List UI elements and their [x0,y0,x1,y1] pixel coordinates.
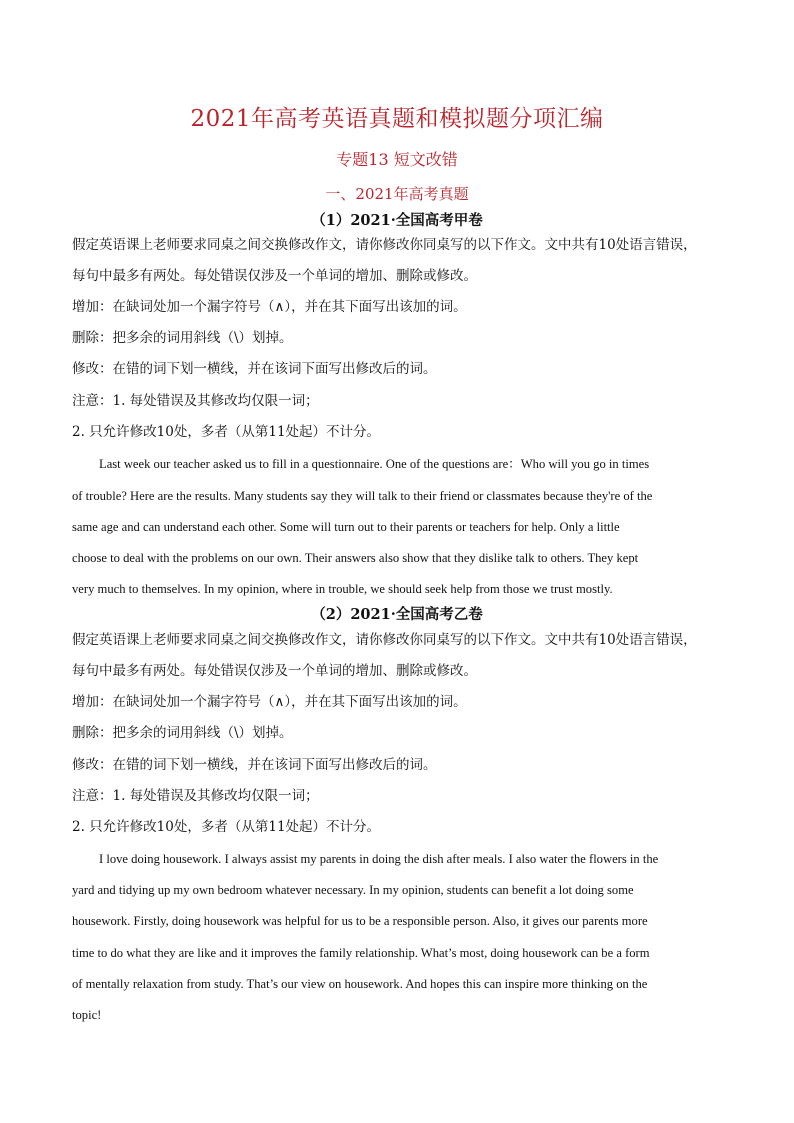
section-1-instruction: 删除：把多余的词用斜线（\）划掉。 [72,330,293,346]
section-1-passage-line: very much to themselves. In my opinion, where in trouble, we should seek help from those we trust mostly. [72,582,613,596]
section-2-passage-line: time to do what they are like and it improves the family relationship. What’s most, doing housework can be a form [72,946,650,960]
section-2-passage-line: I love doing housework. I always assist my parents in doing the dish after meals. I also water the flowers in the [99,852,659,866]
section-2-passage-line: housework. Firstly, doing housework was helpful for us to be a responsible person. Also, it gives our parents more [72,914,648,928]
section-1-instruction: 修改：在错的词下划一横线，并在该词下面写出修改后的词。 [72,361,437,377]
section-2-instruction: 每句中最多有两处。每处错误仅涉及一个单词的增加、删除或修改。 [72,663,477,679]
section-1-instruction: 增加：在缺词处加一个漏字符号（∧），并在其下面写出该加的词。 [72,299,467,315]
section-heading: 一、2021年高考真题 [325,185,469,203]
section-1-instruction: 2. 只允许修改10处，多者（从第11处起）不计分。 [72,424,381,440]
section-1-passage-line: Last week our teacher asked us to fill in a questionnaire. One of the questions are：Who will you go in times [99,457,650,471]
section-1-passage-line: of trouble? Here are the results. Many students say they will talk to their friend or classmates because they're of the [72,489,653,503]
section-1-instruction: 每句中最多有两处。每处错误仅涉及一个单词的增加、删除或修改。 [72,268,477,284]
section-2-title: （2）2021·全国高考乙卷 [311,606,483,623]
section-2-instruction: 注意：1. 每处错误及其修改均仅限一词； [72,788,319,804]
section-2-passage-line: yard and tidying up my own bedroom whatever necessary. In my opinion, students can benefit a lot doing some [72,883,634,897]
section-2-instruction: 修改：在错的词下划一横线，并在该词下面写出修改后的词。 [72,757,437,773]
document-subtitle: 专题13 短文改错 [336,150,458,169]
section-2-passage-line: topic! [72,1008,102,1022]
section-2-instruction: 增加：在缺词处加一个漏字符号（∧），并在其下面写出该加的词。 [72,694,467,710]
section-1-instruction: 假定英语课上老师要求同桌之间交换修改作文，请你修改你同桌写的以下作文。文中共有10处语言错误， [72,237,697,253]
section-2-passage-line: of mentally relaxation from study. That’s our view on housework. And hopes this can inspire more thinking on the [72,977,648,991]
section-2-instruction: 假定英语课上老师要求同桌之间交换修改作文，请你修改你同桌写的以下作文。文中共有10处语言错误， [72,632,697,648]
section-2-instruction: 删除：把多余的词用斜线（\）划掉。 [72,725,293,741]
section-1-instruction: 注意：1. 每处错误及其修改均仅限一词； [72,393,319,409]
section-1-title: （1）2021·全国高考甲卷 [311,212,483,229]
section-1-passage-line: same age and can understand each other. Some will turn out to their parents or teachers for help. Only a little [72,520,620,534]
document-title: 2021年高考英语真题和模拟题分项汇编 [190,106,604,132]
section-2-instruction: 2. 只允许修改10处，多者（从第11处起）不计分。 [72,819,381,835]
section-1-passage-line: choose to deal with the problems on our own. Their answers also show that they dislike talk to others. They kept [72,551,639,565]
